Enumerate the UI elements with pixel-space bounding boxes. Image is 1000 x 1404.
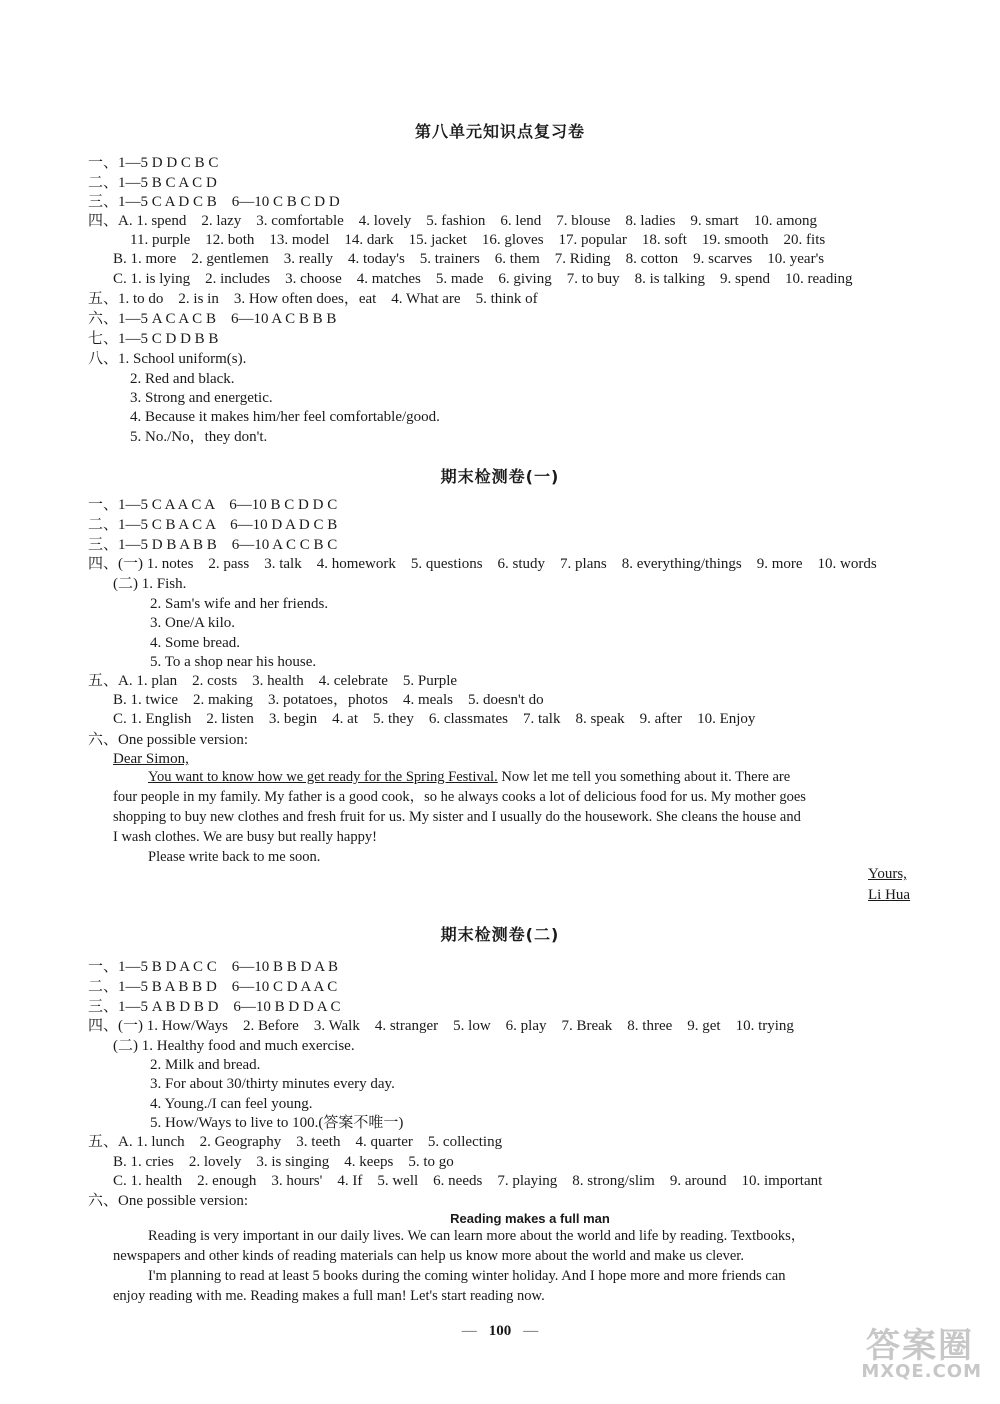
letter-closing: Yours, <box>868 866 907 882</box>
answer-line: 四、A. 1. spend 2. lazy 3. comfortable 4. lovely 5. fashion 6. lend 7. blouse 8. ladies 9. smart 10. among <box>88 213 818 229</box>
essay-line: I'm planning to read at least 5 books during the coming winter holiday. And I hope more and more friends can <box>148 1268 786 1284</box>
letter-text: Now let me tell you something about it. There are <box>497 769 791 785</box>
section-title-unit8-review: 第八单元知识点复习卷 <box>414 122 585 141</box>
letter-underlined-sentence: You want to know how we get ready for the Spring Festival. <box>148 769 498 785</box>
answer-line: 2. Red and black. <box>130 371 235 387</box>
answer-line: 六、One possible version: <box>88 1193 248 1209</box>
answer-line: 3. For about 30/thirty minutes every day. <box>150 1076 395 1092</box>
answer-line: 2. Sam's wife and her friends. <box>150 596 329 612</box>
answer-line: C. 1. health 2. enough 3. hours' 4. If 5. well 6. needs 7. playing 8. strong/slim 9. around 10. important <box>113 1173 823 1189</box>
essay-line: enjoy reading with me. Reading makes a full man! Let's start reading now. <box>113 1288 545 1304</box>
answer-line: 4. Because it makes him/her feel comfortable/good. <box>130 409 440 425</box>
answer-line: 八、1. School uniform(s). <box>88 351 247 367</box>
answer-line: B. 1. more 2. gentlemen 3. really 4. today's 5. trainers 6. them 7. Riding 8. cotton 9. scarves 10. year's <box>113 251 825 267</box>
answer-line: B. 1. twice 2. making 3. potatoes，photos 4. meals 5. doesn't do <box>113 692 544 708</box>
answer-line: 六、One possible version: <box>88 732 248 748</box>
answer-line: 5. No./No，they don't. <box>130 429 268 445</box>
answer-line: 四、(一) 1. How/Ways 2. Before 3. Walk 4. stranger 5. low 6. play 7. Break 8. three 9. get 10. trying <box>88 1018 794 1034</box>
answer-line: 5. How/Ways to live to 100.(答案不唯一) <box>150 1115 404 1131</box>
letter-line: shopping to buy new clothes and fresh fruit for us. My sister and I usually do the housework. She cleans the house and <box>113 809 801 825</box>
answer-line: 一、1—5 C A A C A 6—10 B C D D C <box>88 497 338 513</box>
answer-line: 5. To a shop near his house. <box>150 654 317 670</box>
watermark-domain: MXQE.COM <box>861 1361 982 1382</box>
answer-line: B. 1. cries 2. lovely 3. is singing 4. keeps 5. to go <box>113 1154 454 1170</box>
answer-line: 二、1—5 C B A C A 6—10 D A D C B <box>88 517 338 533</box>
answer-line: 一、1—5 B D A C C 6—10 B B D A B <box>88 959 339 975</box>
answer-line: 五、1. to do 2. is in 3. How often does，eat 4. What are 5. think of <box>88 291 538 307</box>
answer-line: 五、A. 1. lunch 2. Geography 3. teeth 4. quarter 5. collecting <box>88 1134 503 1150</box>
answer-line: 三、1—5 A B D B D 6—10 B D D A C <box>88 999 341 1015</box>
answer-line: (二) 1. Healthy food and much exercise. <box>113 1038 355 1054</box>
answer-line: 3. Strong and energetic. <box>130 390 273 406</box>
section-title-final-test-2: 期末检测卷(二) <box>440 925 560 944</box>
letter-line: four people in my family. My father is a good cook，so he always cooks a lot of delicious food for us. My mother goes <box>113 789 806 805</box>
answer-line: 11. purple 12. both 13. model 14. dark 15. jacket 16. gloves 17. popular 18. soft 19. smooth 20. fits <box>130 232 826 248</box>
answer-line: (二) 1. Fish. <box>113 576 187 592</box>
letter-greeting: Dear Simon, <box>113 751 189 767</box>
essay-line: Reading is very important in our daily lives. We can learn more about the world and life by reading. Textbooks， <box>148 1228 806 1244</box>
essay-title: Reading makes a full man <box>450 1211 610 1226</box>
answer-line: 五、A. 1. plan 2. costs 3. health 4. celebrate 5. Purple <box>88 673 458 689</box>
answer-line: 一、1—5 D D C B C <box>88 155 219 171</box>
letter-line: I wash clothes. We are busy but really happy! <box>113 829 377 845</box>
site-watermark <box>792 1324 982 1382</box>
answer-line: 二、1—5 B C A C D <box>88 175 217 191</box>
answer-line: 六、1—5 A C A C B 6—10 A C B B B <box>88 311 337 327</box>
answer-line: 四、(一) 1. notes 2. pass 3. talk 4. homework 5. questions 6. study 7. plans 8. everything/things 9. more 10. words <box>88 556 877 572</box>
answer-line: 3. One/A kilo. <box>150 615 235 631</box>
answer-line: 三、1—5 C A D C B 6—10 C B C D D <box>88 194 340 210</box>
letter-line <box>148 768 790 787</box>
answer-line: 2. Milk and bread. <box>150 1057 261 1073</box>
answer-line: C. 1. English 2. listen 3. begin 4. at 5. they 6. classmates 7. talk 8. speak 9. after 10. Enjoy <box>113 711 756 727</box>
answer-line: 4. Some bread. <box>150 635 240 651</box>
page-number: — 100 — <box>461 1323 539 1339</box>
letter-signature: Li Hua <box>868 887 911 903</box>
answer-line: 二、1—5 B A B B D 6—10 C D A A C <box>88 979 338 995</box>
letter-line: Please write back to me soon. <box>148 849 321 865</box>
watermark-logo-text: 答案圈 <box>866 1326 974 1366</box>
answer-line: 三、1—5 D B A B B 6—10 A C C B C <box>88 537 338 553</box>
answer-line: C. 1. is lying 2. includes 3. choose 4. matches 5. made 6. giving 7. to buy 8. is talking 9. spend 10. reading <box>113 271 853 287</box>
section-title-final-test-1: 期末检测卷(一) <box>440 467 560 486</box>
answer-line: 4. Young./I can feel young. <box>150 1096 313 1112</box>
page-number-value: 100 <box>488 1323 512 1339</box>
essay-line: newspapers and other kinds of reading materials can help us know more about the world and make us clever. <box>113 1248 744 1264</box>
answer-line: 七、1—5 C D D B B <box>88 331 219 347</box>
